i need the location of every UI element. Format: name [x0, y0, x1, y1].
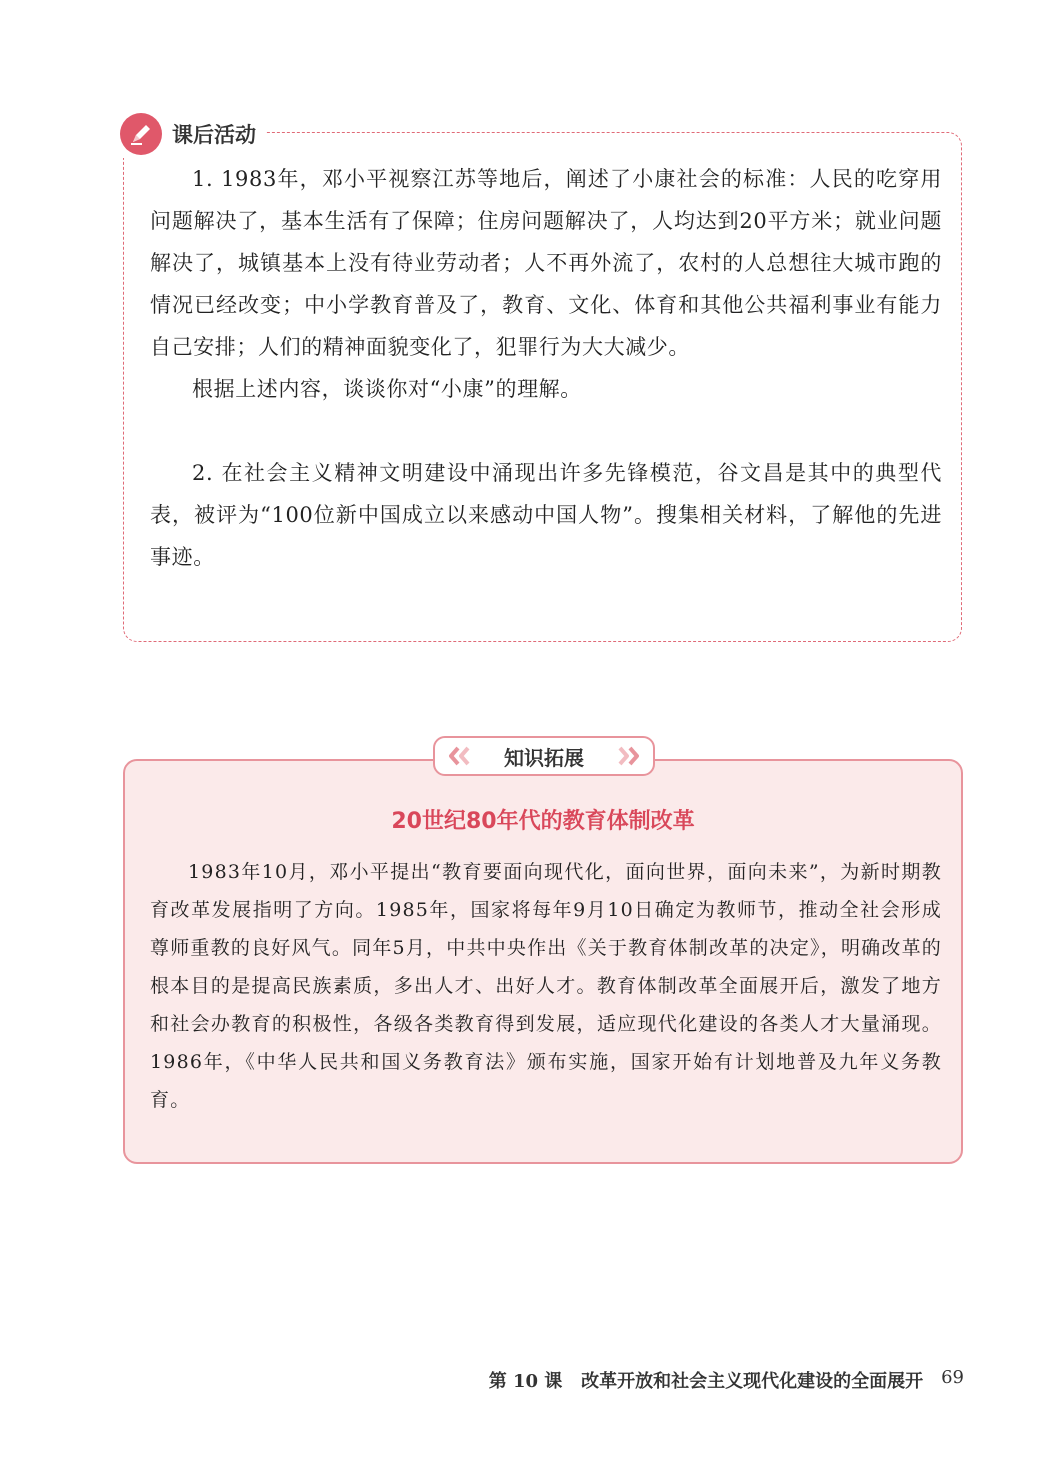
- double-chevron-left-icon: [447, 745, 473, 767]
- lesson-title: 第 10 课 改革开放和社会主义现代化建设的全面展开: [488, 1371, 924, 1392]
- activity-item-2: 2. 在社会主义精神文明建设中涌现出许多先锋模范，谷文昌是其中的典型代表，被评为“100位新中国成立以来感动中国人物”。搜集相关材料，了解他的先进事迹。: [150, 461, 942, 569]
- knowledge-body: 1983年10月，邓小平提出“教育要面向现代化，面向世界，面向未来”，为新时期教育改革发展指明了方向。1985年，国家将每年9月10日确定为教师节，推动全社会形成尊师重教的良好风气。同年5月，中共中央作出《关于教育体制改革的决定》，明确改革的根本目的是提高民族素质，多出人才、出好人才。教育体制改革全面展开后，激发了地方和社会办教育的积极性，各级各类教育得到发展，适应现代化建设的各类人才大量涌现。1986年，《中华人民共和国义务教育法》颁布实施，国家开始有计划地普及九年义务教育。: [150, 861, 942, 1111]
- knowledge-tab-label: 知识拓展: [504, 745, 584, 770]
- activity-header: [120, 110, 266, 158]
- activity-content: [150, 158, 942, 578]
- activity-item-1: 1. 1983年，邓小平视察江苏等地后，阐述了小康社会的标准：人民的吃穿用问题解决了，基本生活有了保障；住房问题解决了，人均达到20平方米；就业问题解决了，城镇基本上没有待业劳动者；人不再外流了，农村的人总想往大城市跑的情况已经改变；中小学教育普及了，教育、文化、体育和其他公共福利事业有能力自己安排；人们的精神面貌变化了，犯罪行为大大减少。: [150, 167, 942, 359]
- pen-icon: [120, 113, 162, 155]
- knowledge-heading: 20世纪80年代的教育体制改革: [391, 809, 695, 834]
- page-number: 69: [941, 1367, 964, 1388]
- knowledge-tab: [433, 736, 655, 776]
- activity-item-1-question: 根据上述内容，谈谈你对“小康”的理解。: [192, 377, 582, 401]
- double-chevron-right-icon: [615, 745, 641, 767]
- activity-title: 课后活动: [172, 123, 256, 147]
- page-footer: [489, 1367, 964, 1393]
